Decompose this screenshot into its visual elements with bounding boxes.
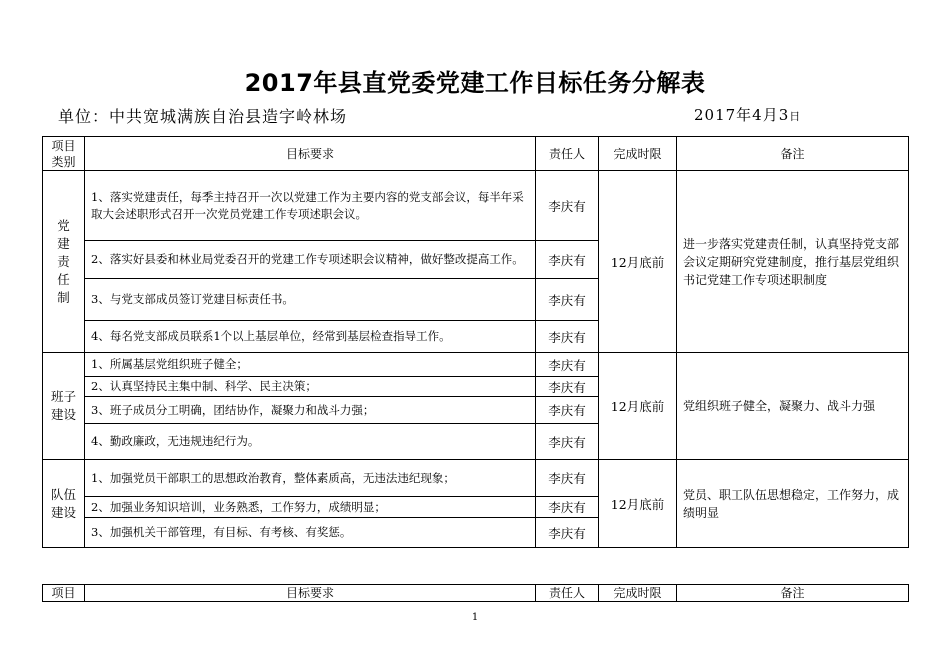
deadline-cell: 12月底前 bbox=[599, 171, 677, 353]
table-row bbox=[43, 171, 909, 241]
header-requirement: 目标要求 bbox=[85, 585, 536, 602]
unit-label: 单位：中共宽城满族自治县造字岭林场 bbox=[58, 107, 348, 126]
header-requirement: 目标要求 bbox=[85, 137, 536, 171]
header-deadline: 完成时限 bbox=[599, 137, 677, 171]
header-deadline: 完成时限 bbox=[599, 585, 677, 602]
responsible-cell: 李庆有 bbox=[536, 397, 599, 424]
remarks-cell: 进一步落实党建责任制，认真坚持党支部会议定期研究党建制度，推行基层党组织书记党建工作专项述职制度 bbox=[677, 171, 909, 353]
date-main: 2017年4月3 bbox=[694, 106, 790, 124]
table-header-row bbox=[43, 585, 909, 602]
header-remarks: 备注 bbox=[677, 137, 909, 171]
responsible-cell: 李庆有 bbox=[536, 279, 599, 321]
deadline-cell: 12月底前 bbox=[599, 460, 677, 548]
page-number: 1 bbox=[471, 612, 479, 623]
category-cell: 班子建设 bbox=[43, 353, 85, 460]
date-suffix: 日 bbox=[789, 110, 802, 123]
requirement-cell: 1、加强党员干部职工的思想政治教育，整体素质高，无违法违纪现象； bbox=[85, 460, 536, 497]
table-header-row bbox=[43, 137, 909, 171]
task-table bbox=[42, 136, 909, 548]
document-date bbox=[694, 104, 801, 125]
header-responsible: 责任人 bbox=[536, 137, 599, 171]
requirement-cell: 2、认真坚持民主集中制、科学、民主决策； bbox=[85, 377, 536, 397]
requirement-cell: 2、落实好县委和林业局党委召开的党建工作专项述职会议精神，做好整改提高工作。 bbox=[85, 241, 536, 279]
requirement-cell: 4、每名党支部成员联系1个以上基层单位，经常到基层检查指导工作。 bbox=[85, 321, 536, 353]
requirement-cell: 3、加强机关干部管理，有目标、有考核、有奖惩。 bbox=[85, 518, 536, 548]
document-title: 2017年县直党委党建工作目标任务分解表 bbox=[244, 69, 706, 97]
table-row bbox=[43, 460, 909, 497]
requirement-cell: 2、加强业务知识培训，业务熟悉，工作努力，成绩明显； bbox=[85, 497, 536, 518]
responsible-cell: 李庆有 bbox=[536, 321, 599, 353]
requirement-cell: 3、班子成员分工明确，团结协作，凝聚力和战斗力强； bbox=[85, 397, 536, 424]
responsible-cell: 李庆有 bbox=[536, 518, 599, 548]
deadline-cell: 12月底前 bbox=[599, 353, 677, 460]
table-row bbox=[43, 353, 909, 377]
requirement-cell: 4、勤政廉政，无违规违纪行为。 bbox=[85, 424, 536, 460]
requirement-cell: 1、落实党建责任，每季主持召开一次以党建工作为主要内容的党支部会议，每半年采取大会述职形式召开一次党员党建工作专项述职会议。 bbox=[85, 171, 536, 241]
remarks-cell: 党组织班子健全，凝聚力、战斗力强 bbox=[677, 353, 909, 460]
category-cell: 党建责任制 bbox=[43, 171, 85, 353]
responsible-cell: 李庆有 bbox=[536, 377, 599, 397]
requirement-cell: 3、与党支部成员签订党建目标责任书。 bbox=[85, 279, 536, 321]
responsible-cell: 李庆有 bbox=[536, 460, 599, 497]
responsible-cell: 李庆有 bbox=[536, 353, 599, 377]
requirement-cell: 1、所属基层党组织班子健全； bbox=[85, 353, 536, 377]
category-cell: 队伍建设 bbox=[43, 460, 85, 548]
responsible-cell: 李庆有 bbox=[536, 497, 599, 518]
header-category: 项目 bbox=[43, 585, 85, 602]
continued-table-header bbox=[42, 584, 909, 602]
responsible-cell: 李庆有 bbox=[536, 171, 599, 241]
header-category: 项目类别 bbox=[43, 137, 85, 171]
header-remarks: 备注 bbox=[677, 585, 909, 602]
remarks-cell: 党员、职工队伍思想稳定，工作努力，成绩明显 bbox=[677, 460, 909, 548]
header-responsible: 责任人 bbox=[536, 585, 599, 602]
responsible-cell: 李庆有 bbox=[536, 241, 599, 279]
responsible-cell: 李庆有 bbox=[536, 424, 599, 460]
